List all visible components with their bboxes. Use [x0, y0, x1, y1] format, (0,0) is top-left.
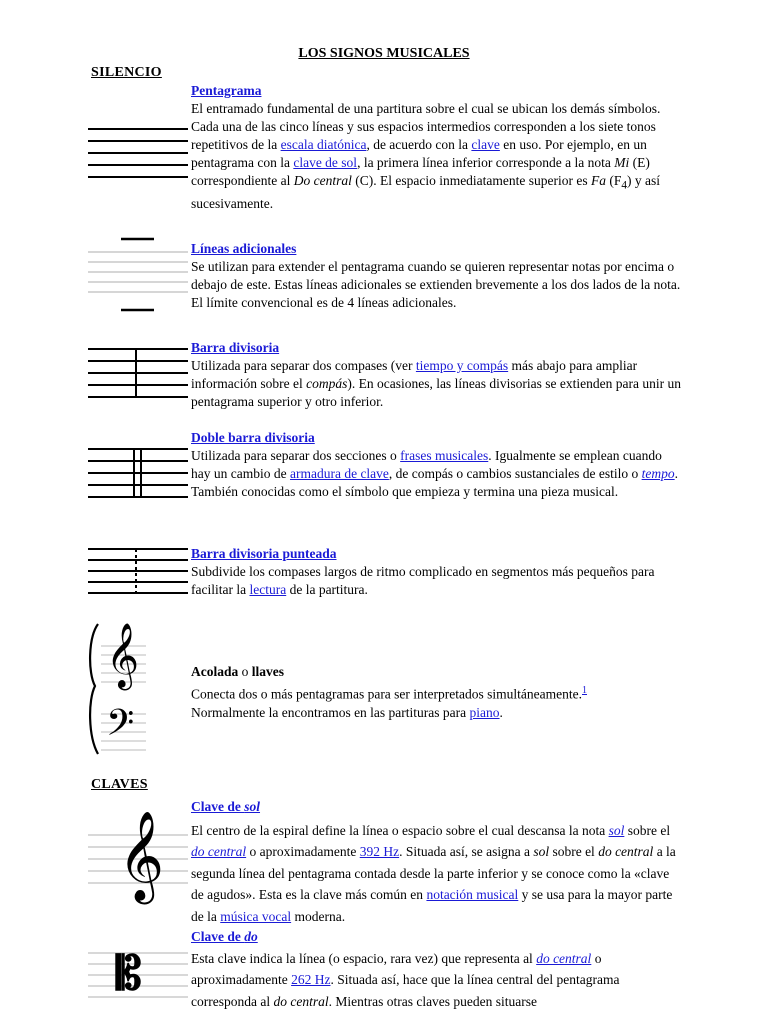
link-tiempo-y-compas[interactable]: tiempo y compás	[415, 358, 509, 373]
entry-lineas-adicionales	[191, 240, 681, 312]
link-tempo[interactable]: tempo	[641, 466, 675, 481]
doble-text: Utilizada para separar dos secciones o frases musicales. Igualmente se emplean cuando hay un cambio de armadura de clave, de compás o cambios sustanciales de estilo o tempo. También conocidas como el símbolo que empieza y termina una pieza musical.	[191, 448, 678, 499]
treble-staff-icon	[88, 808, 188, 908]
section-heading-claves: CLAVES	[91, 777, 148, 792]
lineas-text: Se utilizan para extender el pentagrama cuando se quieren representar notas por encima o debajo de este. Estas líneas adicionales se extienden brevemente a los dos lados de la nota. El límite convencional es de 4 líneas adicionales.	[191, 259, 681, 310]
acolada-heading: Acolada o llaves	[191, 664, 284, 679]
bass-clef-icon: 𝄢	[106, 702, 135, 753]
link-lectura[interactable]: lectura	[249, 582, 287, 597]
link-doble-barra-divisoria[interactable]: Doble barra divisoria	[191, 430, 315, 445]
link-392hz[interactable]: 392 Hz	[359, 844, 400, 859]
link-notacion-musical[interactable]: notación musical	[426, 887, 519, 902]
section-heading-silencio: SILENCIO	[91, 65, 162, 80]
alto-staff-icon	[88, 944, 188, 1006]
entry-clave-de-do	[191, 926, 681, 1012]
barline-icon	[88, 345, 188, 401]
entry-barra-punteada	[191, 545, 681, 599]
link-sol[interactable]: sol	[608, 822, 625, 838]
link-frases-musicales[interactable]: frases musicales	[400, 448, 489, 463]
link-clave[interactable]: clave	[471, 137, 500, 152]
link-clave-de-sol-heading[interactable]: Clave de sol	[191, 799, 261, 814]
link-clave-de-sol[interactable]: clave de sol	[293, 155, 358, 170]
sol-text: El centro de la espiral define la línea o espacio sobre el cual descansa la nota sol sobre el do central o aproximadamente 392 Hz. Situada así, se asigna a sol sobre el do central a la segunda línea del pentagrama contada desde la parte inferior y se conoce como la «clave de agudos». Esta es la clave más común en notación musical y se usa para la mayor parte de la música vocal moderna.	[191, 822, 676, 924]
link-piano[interactable]: piano	[469, 704, 500, 720]
acolada-text: Conecta dos o más pentagramas para ser interpretados simultáneamente.$^1$ Normalmente la encontramos en las partituras para piano.	[191, 685, 587, 720]
entry-acolada	[191, 663, 681, 722]
dotted-barline-icon	[88, 546, 188, 598]
entry-doble-barra	[191, 429, 681, 501]
link-do-central-2[interactable]: do central	[536, 950, 592, 966]
ledger-lines-icon	[88, 232, 188, 314]
link-lineas-adicionales[interactable]: Líneas adicionales	[191, 241, 297, 256]
link-clave-de-do-heading[interactable]: Clave de do	[191, 929, 258, 944]
alto-clef-icon: 𝄡	[116, 946, 142, 1000]
link-musica-vocal[interactable]: música vocal	[220, 908, 292, 924]
barra-text: Utilizada para separar dos compases (ver tiempo y compás más abajo para ampliar información sobre el compás). En ocasiones, las líneas divisorias se extienden para unir un pentagrama superior y otro inferior.	[191, 358, 682, 409]
punteada-text: Subdivide los compases largos de ritmo complicado en segmentos más pequeños para facilitar la lectura de la partitura.	[191, 564, 655, 597]
link-barra-divisoria-punteada[interactable]: Barra divisoria punteada	[191, 546, 337, 561]
do-text: Esta clave indica la línea (o espacio, rara vez) que representa al do central o aproximadamente 262 Hz. Situada así, hace que la línea central del pentagrama corresponda al do central. Mientras otras claves pueden situarse	[191, 950, 620, 1009]
link-armadura-de-clave[interactable]: armadura de clave	[289, 466, 389, 481]
link-escala-diatonica[interactable]: escala diatónica	[280, 137, 367, 152]
entry-barra-divisoria	[191, 339, 681, 411]
double-barline-icon	[88, 445, 188, 501]
link-pentagrama[interactable]: Pentagrama	[191, 83, 262, 98]
treble-clef-large-icon: 𝄞	[118, 811, 165, 901]
pentagrama-text: El entramado fundamental de una partitura sobre el cual se ubican los demás símbolos. Cada una de las cinco líneas y sus espacios intermedios corresponden a los siete tonos repetitivos de la escala diatónica, de acuerdo con la clave en uso. Por ejemplo, en un pentagrama con la clave de sol, la primera línea inferior corresponde a la nota Mi (E) correspondiente al Do central (C). El espacio inmediatamente superior es Fa $(F_4)$ y así sucesivamente.	[191, 101, 661, 211]
link-do-central[interactable]: do central	[191, 844, 247, 859]
footnote-link[interactable]: 1	[582, 685, 587, 696]
page-title: LOS SIGNOS MUSICALES	[298, 46, 470, 61]
staff-icon	[88, 125, 188, 181]
link-barra-divisoria[interactable]: Barra divisoria	[191, 340, 280, 355]
entry-pentagrama	[191, 82, 681, 213]
entry-clave-de-sol	[191, 796, 681, 927]
brace-staff-icon	[86, 618, 146, 760]
treble-clef-icon: 𝄞	[106, 623, 140, 688]
link-262hz[interactable]: 262 Hz	[291, 972, 331, 987]
